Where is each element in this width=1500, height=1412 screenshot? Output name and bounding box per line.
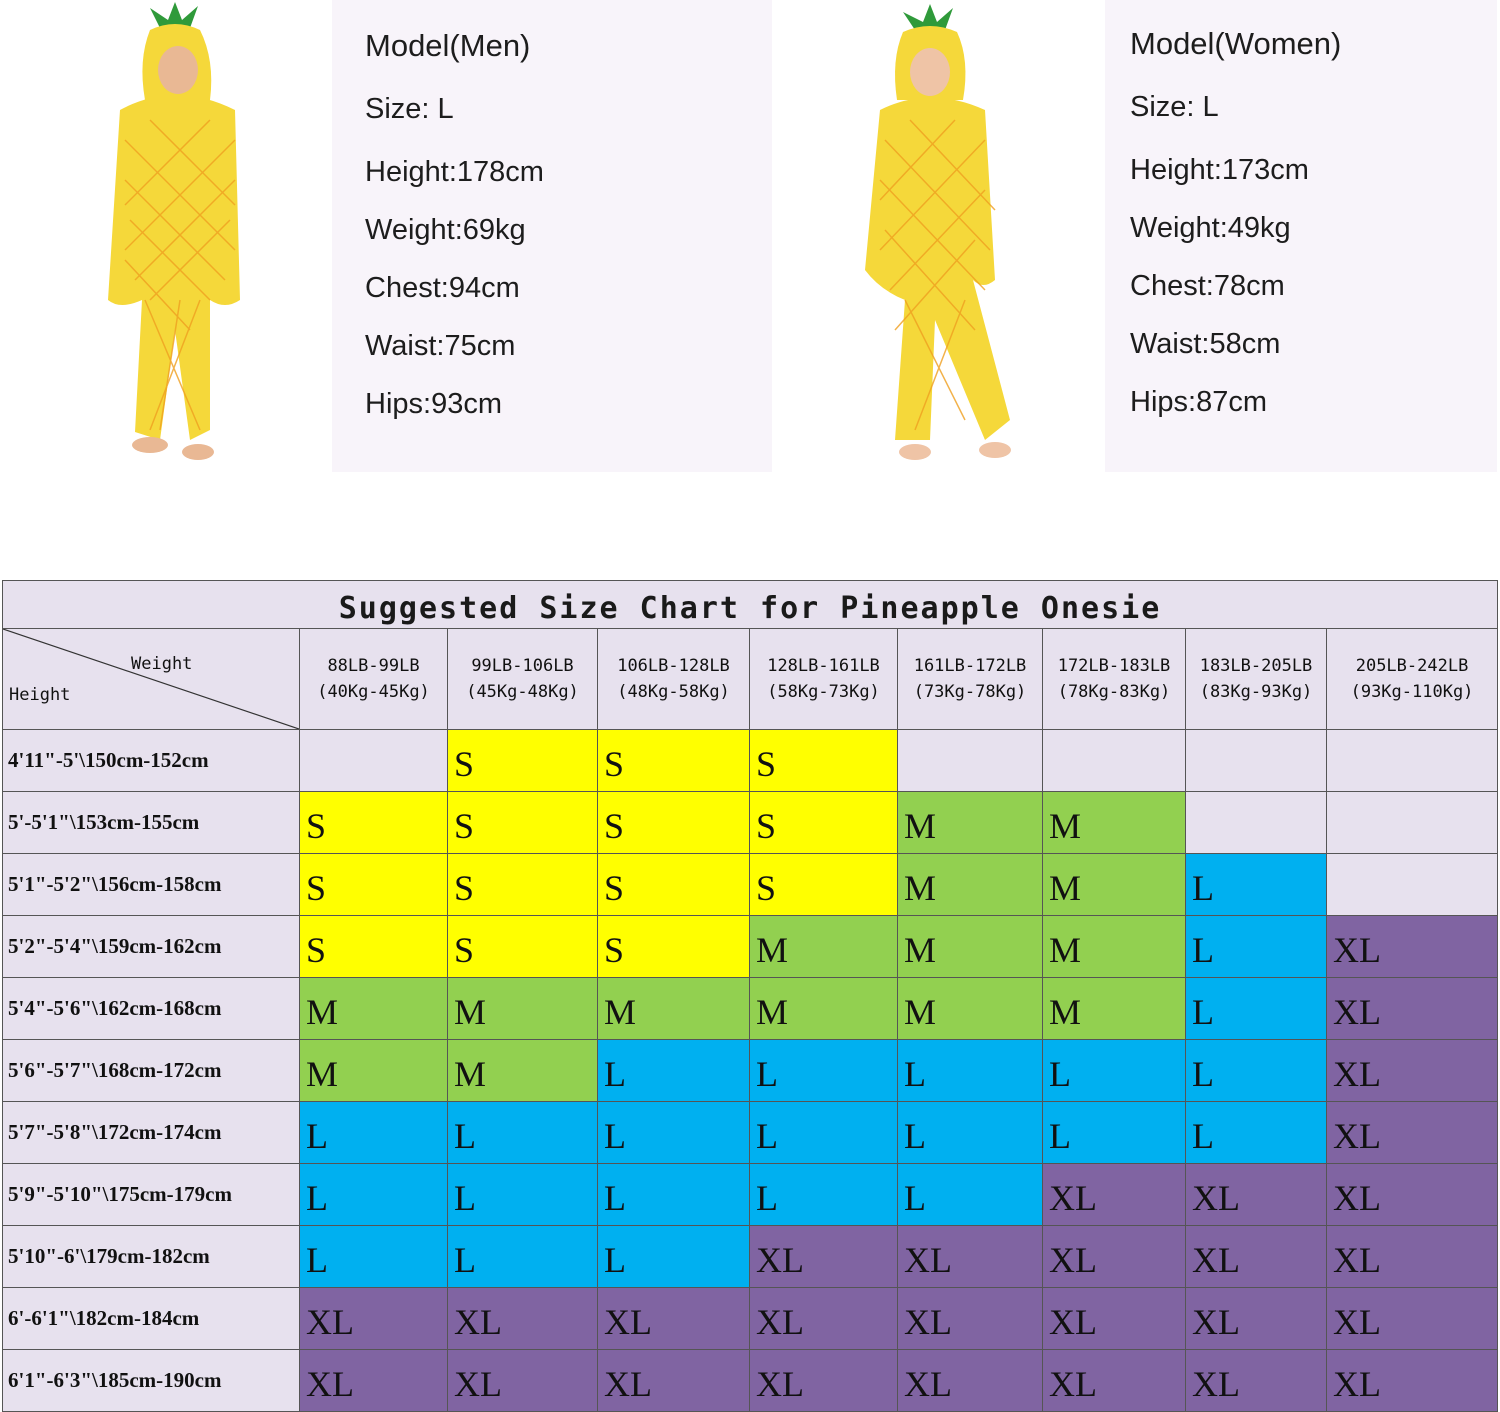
size-cell: S xyxy=(300,854,448,916)
weight-header-cell xyxy=(300,629,448,730)
size-cell: L xyxy=(300,1226,448,1288)
size-cell: L xyxy=(750,1040,898,1102)
size-cell: L xyxy=(300,1102,448,1164)
size-cell: M xyxy=(898,792,1043,854)
size-cell: L xyxy=(448,1164,598,1226)
empty-size-cell xyxy=(1186,730,1327,792)
size-cell: L xyxy=(1186,1102,1327,1164)
height-range-cell: 4'11"-5'\150cm-152cm xyxy=(3,730,300,792)
size-cell: M xyxy=(448,978,598,1040)
size-cell: M xyxy=(898,854,1043,916)
size-cell: XL xyxy=(1327,916,1498,978)
weight-header-cell xyxy=(1327,629,1498,730)
men-model-size: Size: L xyxy=(365,93,454,125)
table-row xyxy=(3,1164,1498,1226)
size-cell: XL xyxy=(1327,1350,1498,1412)
weight-kg-label: (73Kg-78Kg) xyxy=(913,682,1027,702)
size-cell: M xyxy=(300,978,448,1040)
size-cell: M xyxy=(598,978,750,1040)
table-row xyxy=(3,1288,1498,1350)
height-range-cell: 5'-5'1"\153cm-155cm xyxy=(3,792,300,854)
men-model-waist: Waist:75cm xyxy=(365,330,516,362)
women-model-height: Height:173cm xyxy=(1130,154,1309,186)
women-model-chest: Chest:78cm xyxy=(1130,270,1285,302)
size-cell: XL xyxy=(750,1288,898,1350)
table-row xyxy=(3,1040,1498,1102)
empty-size-cell xyxy=(1327,792,1498,854)
weight-header-cell xyxy=(598,629,750,730)
weight-kg-label: (93Kg-110Kg) xyxy=(1350,682,1474,702)
empty-size-cell xyxy=(1043,730,1186,792)
height-range-cell: 5'1"-5'2"\156cm-158cm xyxy=(3,854,300,916)
size-cell: S xyxy=(448,730,598,792)
man-in-pineapple-onesie-image xyxy=(50,0,280,475)
size-cell: L xyxy=(1043,1040,1186,1102)
women-model-size: Size: L xyxy=(1130,91,1219,123)
weight-header-cell xyxy=(448,629,598,730)
size-cell: L xyxy=(1186,978,1327,1040)
women-model-title: Model(Women) xyxy=(1130,26,1342,61)
size-cell: S xyxy=(448,792,598,854)
size-cell: XL xyxy=(898,1226,1043,1288)
size-cell: XL xyxy=(1186,1288,1327,1350)
diagonal-divider-icon xyxy=(3,629,299,729)
weight-lb-label: 128LB-161LB xyxy=(767,656,880,676)
size-cell: M xyxy=(750,978,898,1040)
height-range-cell: 5'6"-5'7"\168cm-172cm xyxy=(3,1040,300,1102)
size-cell: XL xyxy=(1327,1288,1498,1350)
size-cell: XL xyxy=(598,1288,750,1350)
height-range-cell: 6'1"-6'3"\185cm-190cm xyxy=(3,1350,300,1412)
size-cell: L xyxy=(1043,1102,1186,1164)
size-cell: XL xyxy=(1327,1164,1498,1226)
men-model-chest: Chest:94cm xyxy=(365,272,520,304)
women-model-weight: Weight:49kg xyxy=(1130,212,1291,244)
size-cell: M xyxy=(750,916,898,978)
size-cell: L xyxy=(448,1102,598,1164)
weight-kg-label: (83Kg-93Kg) xyxy=(1199,682,1313,702)
size-cell: S xyxy=(750,792,898,854)
women-model-hips: Hips:87cm xyxy=(1130,386,1267,418)
size-cell: XL xyxy=(750,1226,898,1288)
size-cell: L xyxy=(898,1040,1043,1102)
height-range-cell: 5'10"-6'\179cm-182cm xyxy=(3,1226,300,1288)
table-row xyxy=(3,978,1498,1040)
size-cell: M xyxy=(898,916,1043,978)
weight-lb-label: 88LB-99LB xyxy=(327,656,420,676)
table-row xyxy=(3,1350,1498,1412)
empty-size-cell xyxy=(300,730,448,792)
size-cell: L xyxy=(1186,854,1327,916)
size-cell: S xyxy=(598,792,750,854)
size-cell: XL xyxy=(1327,1040,1498,1102)
size-cell: L xyxy=(750,1102,898,1164)
height-range-cell: 5'9"-5'10"\175cm-179cm xyxy=(3,1164,300,1226)
size-cell: XL xyxy=(1043,1288,1186,1350)
height-range-cell: 6'-6'1"\182cm-184cm xyxy=(3,1288,300,1350)
size-cell: XL xyxy=(300,1288,448,1350)
table-row xyxy=(3,1102,1498,1164)
size-cell: L xyxy=(898,1164,1043,1226)
size-cell: M xyxy=(448,1040,598,1102)
weight-header-row xyxy=(3,629,1498,730)
weight-lb-label: 172LB-183LB xyxy=(1057,656,1171,676)
weight-kg-label: (45Kg-48Kg) xyxy=(466,682,579,702)
size-cell: XL xyxy=(1327,1226,1498,1288)
corner-weight-label: Weight xyxy=(131,654,193,674)
table-row xyxy=(3,730,1498,792)
size-cell: L xyxy=(898,1102,1043,1164)
size-cell: XL xyxy=(750,1350,898,1412)
table-row xyxy=(3,792,1498,854)
size-cell: S xyxy=(750,854,898,916)
height-range-cell: 5'4"-5'6"\162cm-168cm xyxy=(3,978,300,1040)
weight-lb-label: 99LB-106LB xyxy=(471,656,574,676)
size-cell: XL xyxy=(448,1288,598,1350)
empty-size-cell xyxy=(898,730,1043,792)
size-cell: M xyxy=(898,978,1043,1040)
size-cell: S xyxy=(598,730,750,792)
size-cell: L xyxy=(1186,1040,1327,1102)
height-range-cell: 5'2"-5'4"\159cm-162cm xyxy=(3,916,300,978)
size-cell: XL xyxy=(898,1350,1043,1412)
corner-header-cell xyxy=(3,629,300,730)
weight-kg-label: (48Kg-58Kg) xyxy=(617,682,730,702)
size-cell: XL xyxy=(448,1350,598,1412)
height-range-cell: 5'7"-5'8"\172cm-174cm xyxy=(3,1102,300,1164)
size-cell: M xyxy=(1043,978,1186,1040)
size-cell: XL xyxy=(1327,1102,1498,1164)
corner-height-label: Height xyxy=(9,685,71,705)
size-cell: XL xyxy=(1043,1226,1186,1288)
men-model-weight: Weight:69kg xyxy=(365,214,526,246)
table-row xyxy=(3,1226,1498,1288)
weight-header-cell xyxy=(1186,629,1327,730)
size-chart-table xyxy=(2,580,1498,1412)
size-cell: L xyxy=(1186,916,1327,978)
weight-lb-label: 205LB-242LB xyxy=(1355,656,1469,676)
weight-kg-label: (40Kg-45Kg) xyxy=(317,682,430,702)
size-chart-body xyxy=(3,730,1498,1412)
size-cell: XL xyxy=(898,1288,1043,1350)
empty-size-cell xyxy=(1327,730,1498,792)
size-cell: XL xyxy=(1043,1350,1186,1412)
size-cell: M xyxy=(1043,854,1186,916)
size-cell: S xyxy=(448,854,598,916)
table-row xyxy=(3,854,1498,916)
size-chart-title: Suggested Size Chart for Pineapple Onesie xyxy=(3,581,1498,629)
size-cell: XL xyxy=(1186,1226,1327,1288)
size-cell: XL xyxy=(1186,1164,1327,1226)
size-cell: S xyxy=(750,730,898,792)
men-model-hips: Hips:93cm xyxy=(365,388,502,420)
weight-header-cell xyxy=(1043,629,1186,730)
weight-lb-label: 106LB-128LB xyxy=(617,656,730,676)
weight-kg-label: (78Kg-83Kg) xyxy=(1057,682,1171,702)
size-cell: S xyxy=(598,916,750,978)
empty-size-cell xyxy=(1327,854,1498,916)
woman-in-pineapple-onesie-image xyxy=(835,0,1065,475)
size-cell: XL xyxy=(300,1350,448,1412)
size-cell: M xyxy=(1043,792,1186,854)
weight-kg-label: (58Kg-73Kg) xyxy=(767,682,880,702)
size-cell: XL xyxy=(1327,978,1498,1040)
size-cell: S xyxy=(598,854,750,916)
men-model-title: Model(Men) xyxy=(365,28,531,63)
size-cell: L xyxy=(598,1040,750,1102)
size-cell: XL xyxy=(1186,1350,1327,1412)
women-model-waist: Waist:58cm xyxy=(1130,328,1281,360)
weight-lb-label: 183LB-205LB xyxy=(1199,656,1313,676)
empty-size-cell xyxy=(1186,792,1327,854)
weight-header-cell xyxy=(898,629,1043,730)
size-cell: S xyxy=(300,916,448,978)
size-cell: S xyxy=(448,916,598,978)
size-cell: M xyxy=(1043,916,1186,978)
weight-lb-label: 161LB-172LB xyxy=(913,656,1027,676)
size-cell: L xyxy=(598,1102,750,1164)
size-cell: L xyxy=(598,1226,750,1288)
size-cell: XL xyxy=(598,1350,750,1412)
size-cell: L xyxy=(598,1164,750,1226)
size-cell: L xyxy=(750,1164,898,1226)
weight-header-cell xyxy=(750,629,898,730)
size-cell: L xyxy=(300,1164,448,1226)
size-cell: L xyxy=(448,1226,598,1288)
table-row xyxy=(3,916,1498,978)
men-model-height: Height:178cm xyxy=(365,156,544,188)
size-cell: XL xyxy=(1043,1164,1186,1226)
size-cell: S xyxy=(300,792,448,854)
size-cell: M xyxy=(300,1040,448,1102)
